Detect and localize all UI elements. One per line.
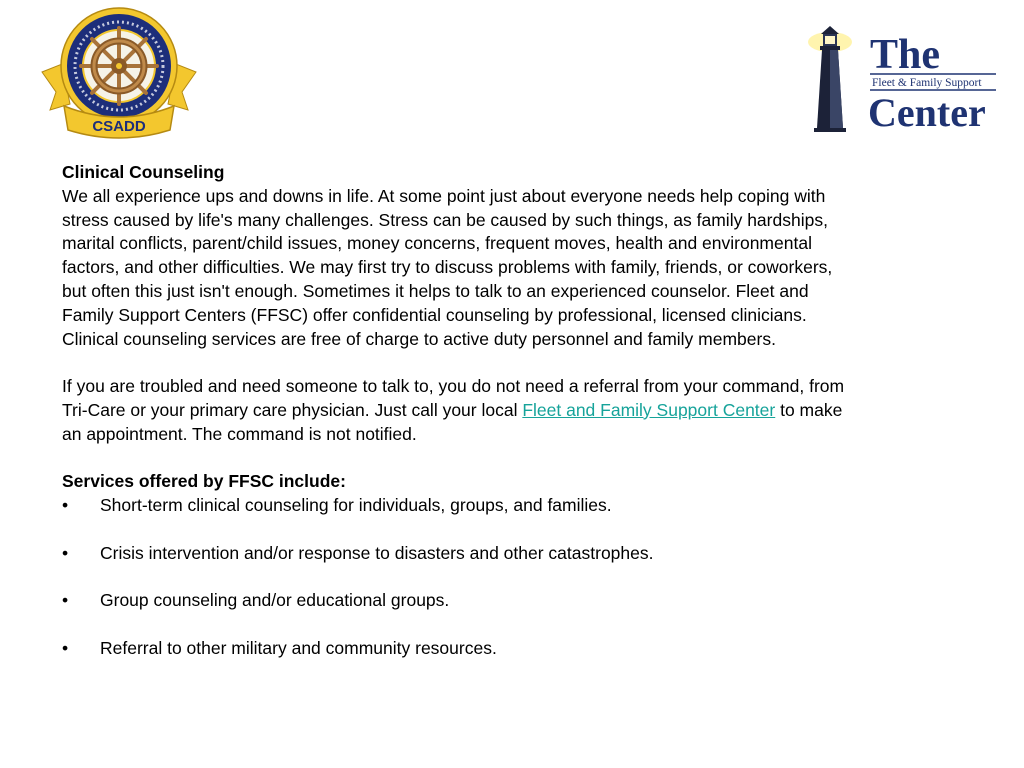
services-heading: Services offered by FFSC include:: [62, 471, 346, 492]
intro-line-4: factors, and other difficulties. We may first try to discuss problems with family, friends, or coworkers,: [62, 257, 833, 278]
spacer: [62, 613, 962, 637]
spacer: [62, 351, 962, 375]
intro-line-2: stress caused by life's many challenges. Stress can be caused by such things, as family hardships,: [62, 209, 828, 230]
referral-line-1: If you are troubled and need someone to talk to, you do not need a referral from your command, from: [62, 376, 845, 397]
intro-line-1: We all experience ups and downs in life. At some point just about everyone needs help coping with: [62, 185, 826, 206]
intro-line-6: Family Support Centers (FFSC) offer confidential counseling by professional, licensed clinicians.: [62, 304, 807, 325]
service-item: [62, 494, 962, 518]
logo-subtitle: Fleet & Family Support: [872, 77, 982, 89]
referral-line-2-end: to make: [775, 399, 843, 420]
spacer: [62, 447, 962, 471]
csadd-logo: [36, 6, 202, 142]
service-item-text: Short-term clinical counseling for individuals, groups, and families.: [100, 495, 612, 516]
service-item-text: Crisis intervention and/or response to disasters and other catastrophes.: [100, 542, 654, 563]
spacer: [62, 566, 962, 590]
service-item: [62, 637, 962, 661]
csadd-banner-text: CSADD: [92, 118, 146, 135]
fleet-family-support-center-link[interactable]: Fleet and Family Support Center: [522, 399, 776, 420]
service-item-text: Group counseling and/or educational groups.: [100, 590, 450, 611]
service-item: [62, 542, 962, 566]
service-item: [62, 589, 962, 613]
referral-line-2: [62, 399, 962, 423]
intro-line-7: Clinical counseling services are free of charge to active duty personnel and family members.: [62, 328, 776, 349]
referral-line-2-start: Tri-Care or your primary care physician. Just call your local: [62, 399, 523, 420]
intro-line-5: but often this just isn't enough. Sometimes it helps to talk to an experienced counselor. Fleet and: [62, 280, 809, 301]
bullet-mark: •: [62, 542, 69, 563]
service-item-text: Referral to other military and community resources.: [100, 637, 497, 658]
fleet-family-support-center-logo: [806, 24, 1002, 136]
clinical-counseling-heading: Clinical Counseling: [62, 162, 225, 182]
logo-title-the: The: [870, 32, 941, 78]
main-content: [62, 161, 962, 661]
bullet-mark: •: [62, 590, 69, 611]
bullet-mark: •: [62, 637, 69, 658]
logo-title-center: Center: [868, 90, 986, 135]
intro-line-3: marital conflicts, parent/child issues, money concerns, frequent moves, health and environmental: [62, 233, 812, 254]
spacer: [62, 518, 962, 542]
bullet-mark: •: [62, 495, 69, 516]
referral-line-3: an appointment. The command is not notified.: [62, 423, 417, 444]
